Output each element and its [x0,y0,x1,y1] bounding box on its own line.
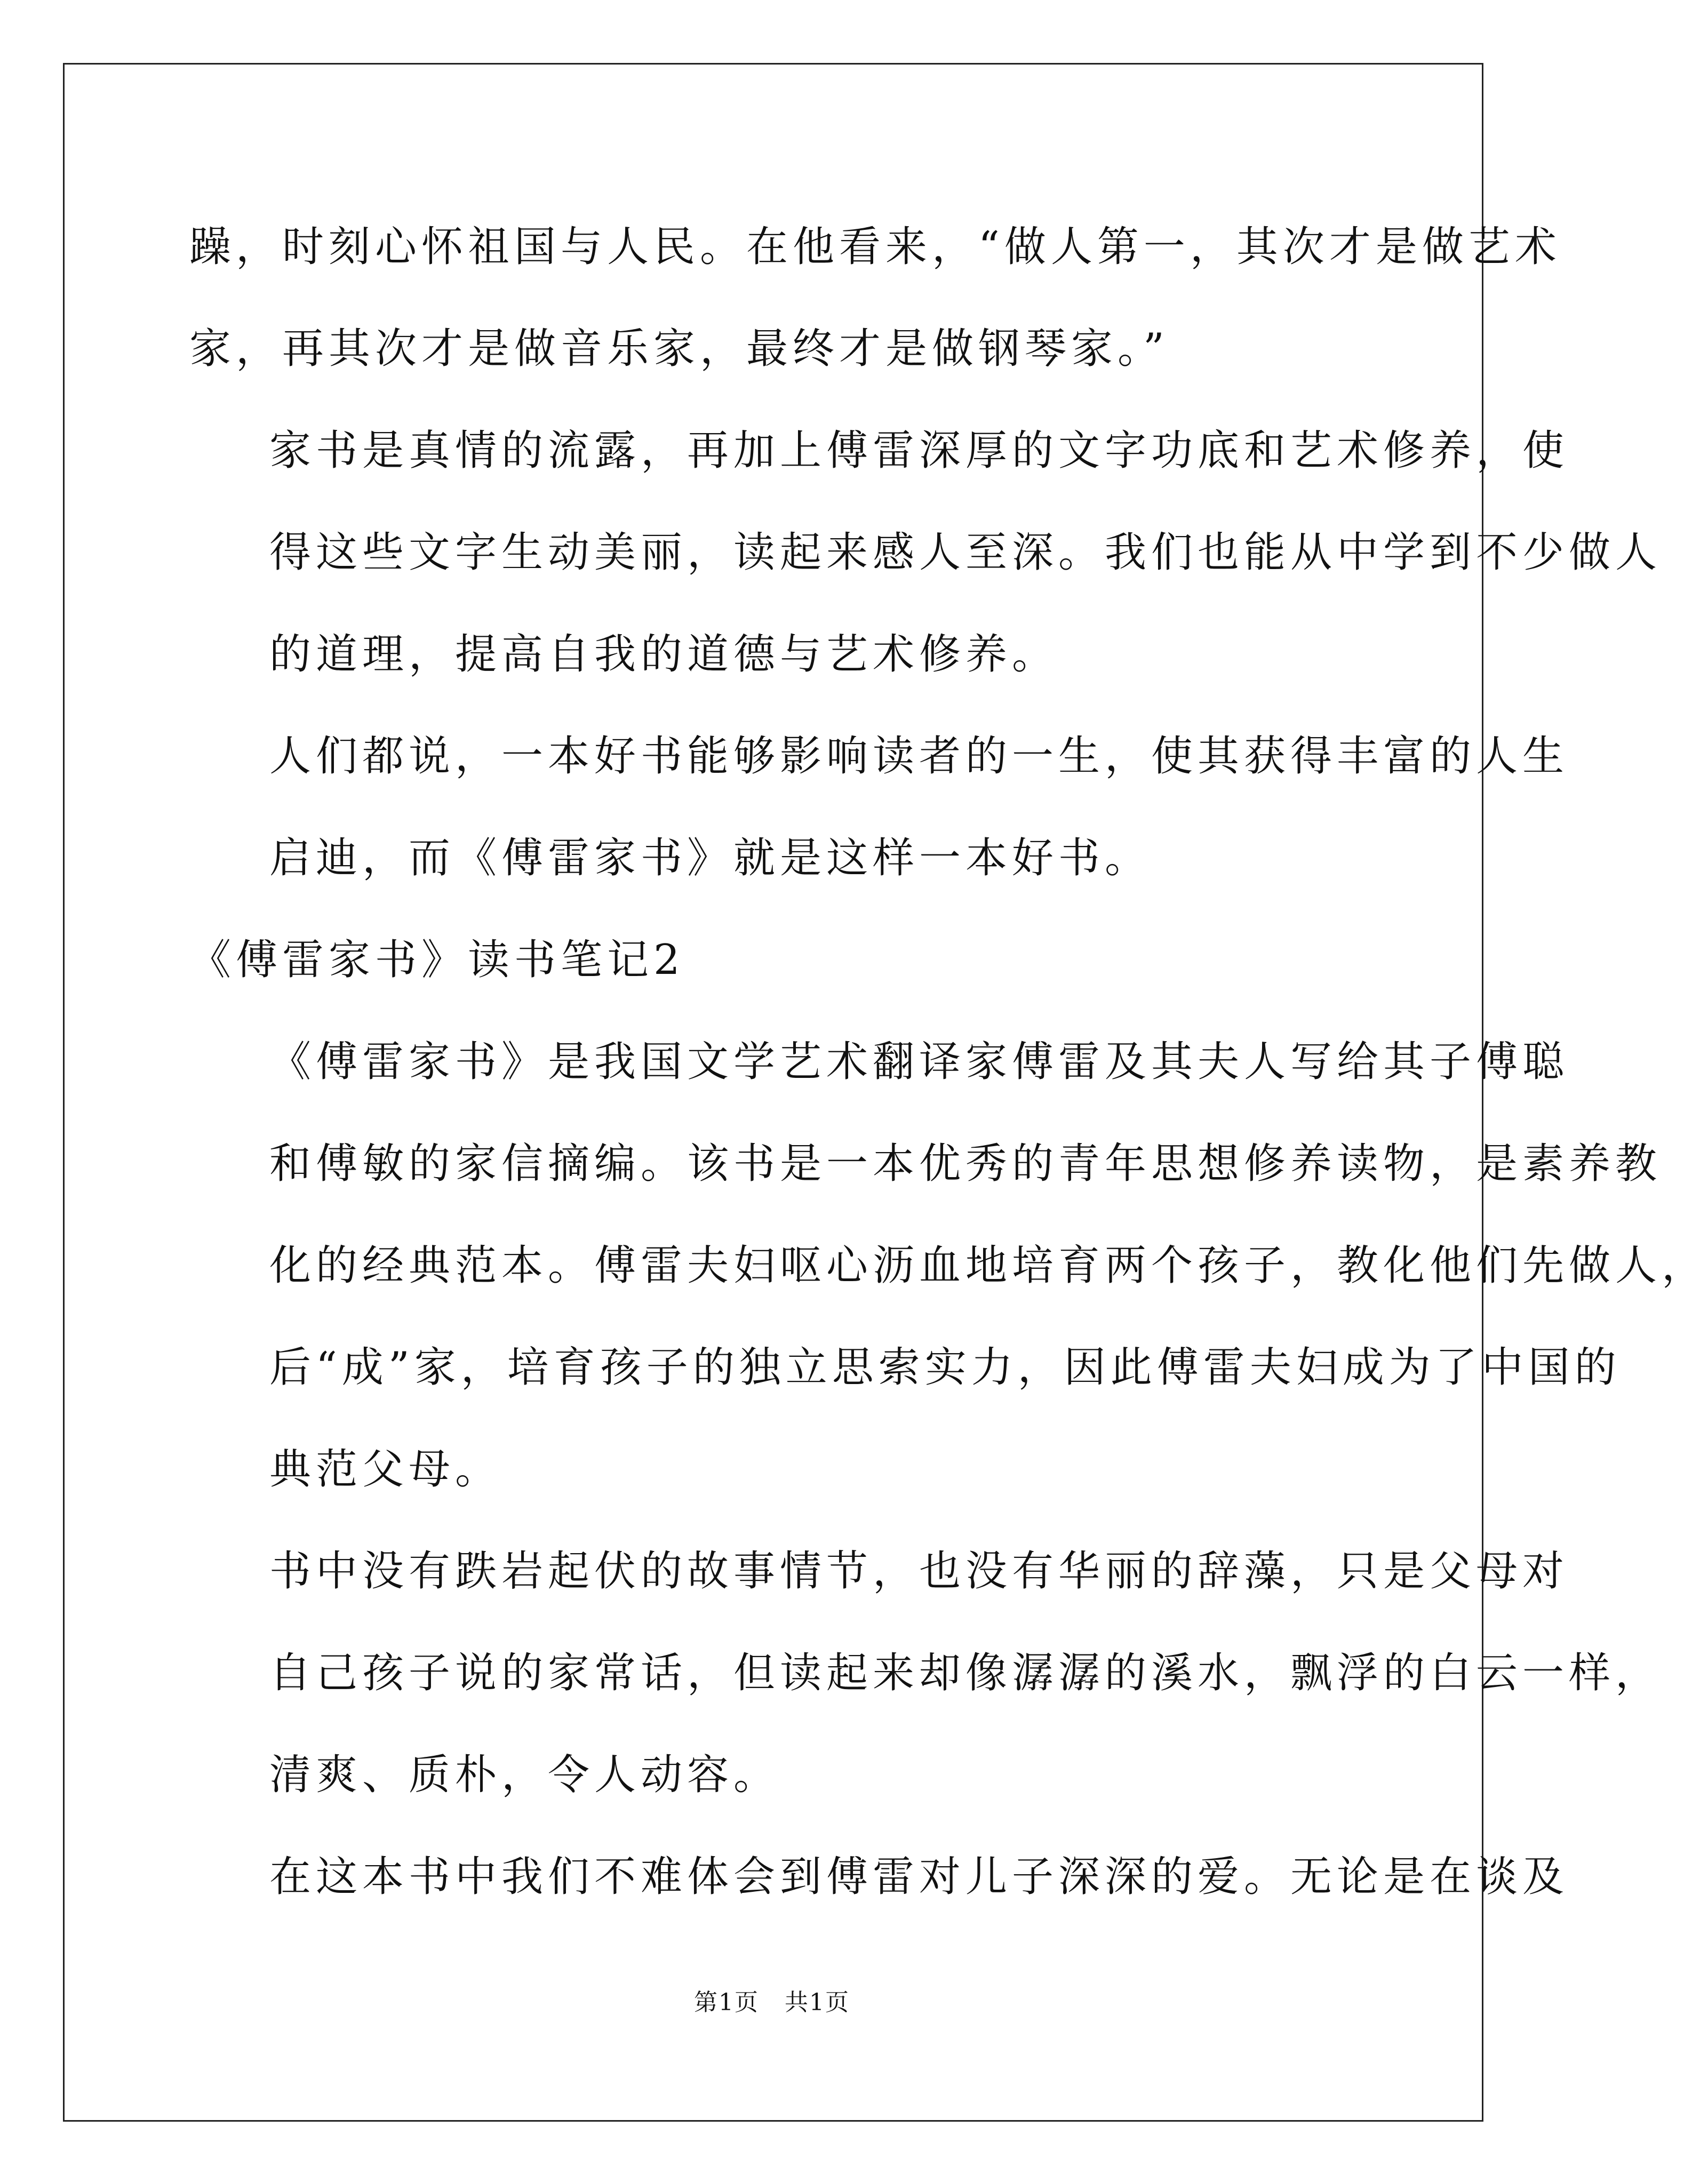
paragraph-line: 得这些文字生动美丽，读起来感人至深。我们也能从中学到不少做人 [269,529,1662,577]
paragraph-line: 和傅敏的家信摘编。该书是一本优秀的青年思想修养读物，是素养教 [269,1140,1662,1188]
paragraph [189,196,1561,400]
paragraph [189,400,1662,706]
paragraph-line: 躁，时刻心怀祖国与人民。在他看来，“做人第一，其次才是做艺术 [189,223,1561,271]
paragraph-line: 后“成”家，培育孩子的独立思索实力，因此傅雷夫妇成为了中国的 [269,1344,1621,1392]
paragraph [189,1826,1569,1928]
paragraph-line: 清爽、质朴，令人动容。 [269,1751,780,1799]
paragraph-line: 人们都说，一本好书能够影响读者的一生，使其获得丰富的人生 [269,732,1569,780]
paragraph-line: 典范父母。 [269,1445,502,1493]
page-number-footer: 第1页 共1页 [694,1989,850,2016]
paragraph-line: 化的经典范本。傅雷夫妇呕心沥血地培育两个孩子，教化他们先做人， [269,1242,1708,1290]
paragraph-line: 家书是真情的流露，再加上傅雷深厚的文字功底和艺术修养，使 [269,427,1569,475]
paragraph-line: 家，再其次才是做音乐家，最终才是做钢琴家。” [189,325,1169,373]
paragraph-line: 启迪，而《傅雷家书》就是这样一本好书。 [269,834,1152,882]
paragraph-line: 的道理，提高自我的道德与艺术修养。 [269,630,1059,678]
paragraph [189,1521,1662,1826]
paragraph [189,1011,1708,1521]
paragraph [189,706,1569,909]
paragraph-line: 《傅雷家书》是我国文学艺术翻译家傅雷及其夫人写给其子傅聪 [269,1038,1569,1086]
section-heading: 《傅雷家书》读书笔记2 [189,936,685,984]
paragraph-line: 自己孩子说的家常话，但读起来却像潺潺的溪水，飘浮的白云一样， [269,1649,1662,1697]
document-body [189,196,1708,1928]
paragraph-line: 在这本书中我们不难体会到傅雷对儿子深深的爱。无论是在谈及 [269,1853,1569,1901]
paragraph-line: 书中没有跌岩起伏的故事情节，也没有华丽的辞藻，只是父母对 [269,1547,1569,1595]
